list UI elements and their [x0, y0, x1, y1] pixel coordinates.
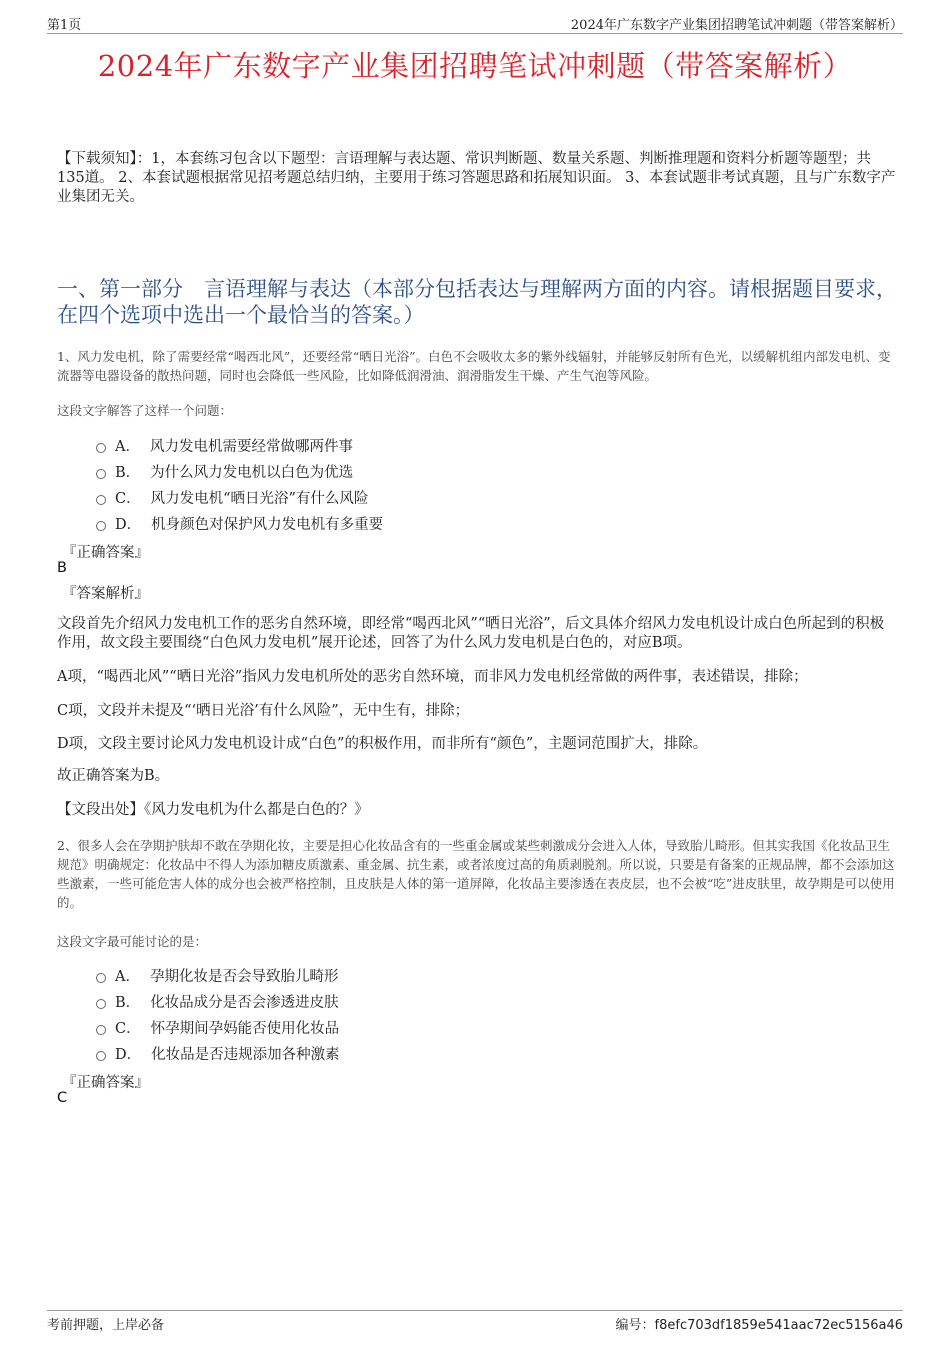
correct-answer-label: 『正确答案』 [62, 545, 149, 561]
question-1-stem: 1、风力发电机，除了需要经常“喝西北风”，还要经常“晒日光浴”。白色不会吸收太多的紫外线辐射，并能够反射所有色光，以缓解机组内部发电机、变流器等电器设备的散热问题，同时也会降低一些风险，比如降低润滑油、润滑脂发生干燥、产生气泡等风险。 [57, 349, 891, 383]
option-c[interactable] [96, 1014, 340, 1040]
radio-icon[interactable] [96, 1051, 106, 1061]
option-a[interactable] [96, 432, 383, 458]
option-a[interactable] [96, 962, 340, 988]
option-d[interactable] [96, 510, 383, 536]
question-1-options [96, 432, 383, 536]
footer-divider [47, 1310, 903, 1311]
correct-answer: B [57, 560, 67, 576]
radio-icon[interactable] [96, 999, 106, 1009]
option-b[interactable] [96, 458, 383, 484]
section-title: 一、第一部分 言语理解与表达（本部分包括表达与理解两方面的内容。请根据题目要求，在四个选项中选出一个最恰当的答案。） [57, 277, 897, 327]
option-text: 风力发电机“晒日光浴”有什么风险 [150, 490, 369, 507]
option-text: 风力发电机需要经常做哪两件事 [149, 438, 353, 455]
option-text: 孕期化妆是否会导致胎儿畸形 [149, 968, 339, 985]
analysis-paragraph: D项，文段主要讨论风力发电机设计成“白色”的积极作用，而非所有“颜色”，主题词范围扩大，排除。 [57, 736, 708, 752]
header-page-number: 第1页 [47, 18, 82, 33]
correct-answer: C [57, 1090, 68, 1106]
page-title: 2024年广东数字产业集团招聘笔试冲刺题（带答案解析） [97, 49, 853, 83]
option-label: A． [115, 438, 140, 455]
radio-icon[interactable] [96, 469, 106, 479]
question-1-prompt: 这段文字解答了这样一个问题： [57, 403, 233, 418]
correct-answer-label: 『正确答案』 [62, 1075, 149, 1091]
option-text: 怀孕期间孕妈能否使用化妆品 [150, 1020, 340, 1037]
footer-code [616, 1314, 903, 1333]
header-divider [47, 33, 903, 34]
option-label: D． [115, 1046, 142, 1063]
option-label: B． [115, 464, 141, 481]
option-text: 化妆品是否违规添加各种激素 [151, 1046, 340, 1063]
radio-icon[interactable] [96, 521, 106, 531]
radio-icon[interactable] [96, 495, 106, 505]
footer-code-value: f8efc703df1859e541aac72ec5156a46 [654, 1318, 903, 1333]
footer-code-label: 编号： [615, 1318, 655, 1333]
option-label: D． [115, 516, 142, 533]
footer-note: 考前押题，上岸必备 [47, 1318, 165, 1333]
analysis-label: 『答案解析』 [62, 586, 149, 602]
radio-icon[interactable] [96, 1025, 106, 1035]
radio-icon[interactable] [96, 443, 106, 453]
download-notice: 【下载须知】：1，本套练习包含以下题型：言语理解与表达题、常识判断题、数量关系题、判断推理题和资料分析题等题型；共135道。 2、本套试题根据常见招考题总结归纳，主要用于练习答题思路和拓展知识面。 3、本套试题非考试真题，且与广东数字产业集团无关。 [57, 151, 896, 205]
question-2-prompt: 这段文字最可能讨论的是： [57, 934, 208, 949]
option-d[interactable] [96, 1040, 340, 1066]
question-2-stem: 2、很多人会在孕期护肤却不敢在孕期化妆，主要是担心化妆品含有的一些重金属或某些刺激成分会进入人体，导致胎儿畸形。但其实我国《化妆品卫生规范》明确规定：化妆品中不得人为添加糖皮质激素、重金属、抗生素，或者浓度过高的角质剥脱剂。所以说，只要是有备案的正规品牌，都不会添加这些激素，一些可能危害人体的成分也会被严格控制，且皮肤是人体的第一道屏障，化妆品主要渗透在表皮层，也不会被“吃”进皮肤里，故孕期是可以使用的。 [57, 838, 895, 910]
source-citation: 【文段出处】《风力发电机为什么都是白色的？》 [57, 802, 369, 818]
option-text: 为什么风力发电机以白色为优选 [150, 464, 354, 481]
option-label: C． [115, 1020, 141, 1037]
option-text: 化妆品成分是否会渗透进皮肤 [150, 994, 339, 1011]
question-2-options [96, 962, 340, 1066]
analysis-paragraph: A项，“喝西北风”“晒日光浴”指风力发电机所处的恶劣自然环境，而非风力发电机经常做的两件事，表述错误，排除； [57, 669, 808, 685]
option-label: C． [115, 490, 141, 507]
analysis-paragraph: 文段首先介绍风力发电机工作的恶劣自然环境，即经常“喝西北风”“晒日光浴”，后文具体介绍风力发电机设计成白色所起到的积极作用，故文段主要围绕“白色风力发电机”展开论述，回答了为什么风力发电机是白色的，对应B项。 [57, 616, 885, 651]
option-text: 机身颜色对保护风力发电机有多重要 [151, 516, 384, 533]
analysis-paragraph: C项，文段并未提及“‘晒日光浴’有什么风险”，无中生有，排除； [57, 703, 470, 719]
option-c[interactable] [96, 484, 383, 510]
radio-icon[interactable] [96, 973, 106, 983]
analysis-conclusion: 故正确答案为B。 [57, 768, 170, 784]
option-b[interactable] [96, 988, 340, 1014]
option-label: B． [115, 994, 141, 1011]
header-doc-title: 2024年广东数字产业集团招聘笔试冲刺题（带答案解析） [570, 18, 903, 33]
option-label: A． [115, 968, 140, 985]
